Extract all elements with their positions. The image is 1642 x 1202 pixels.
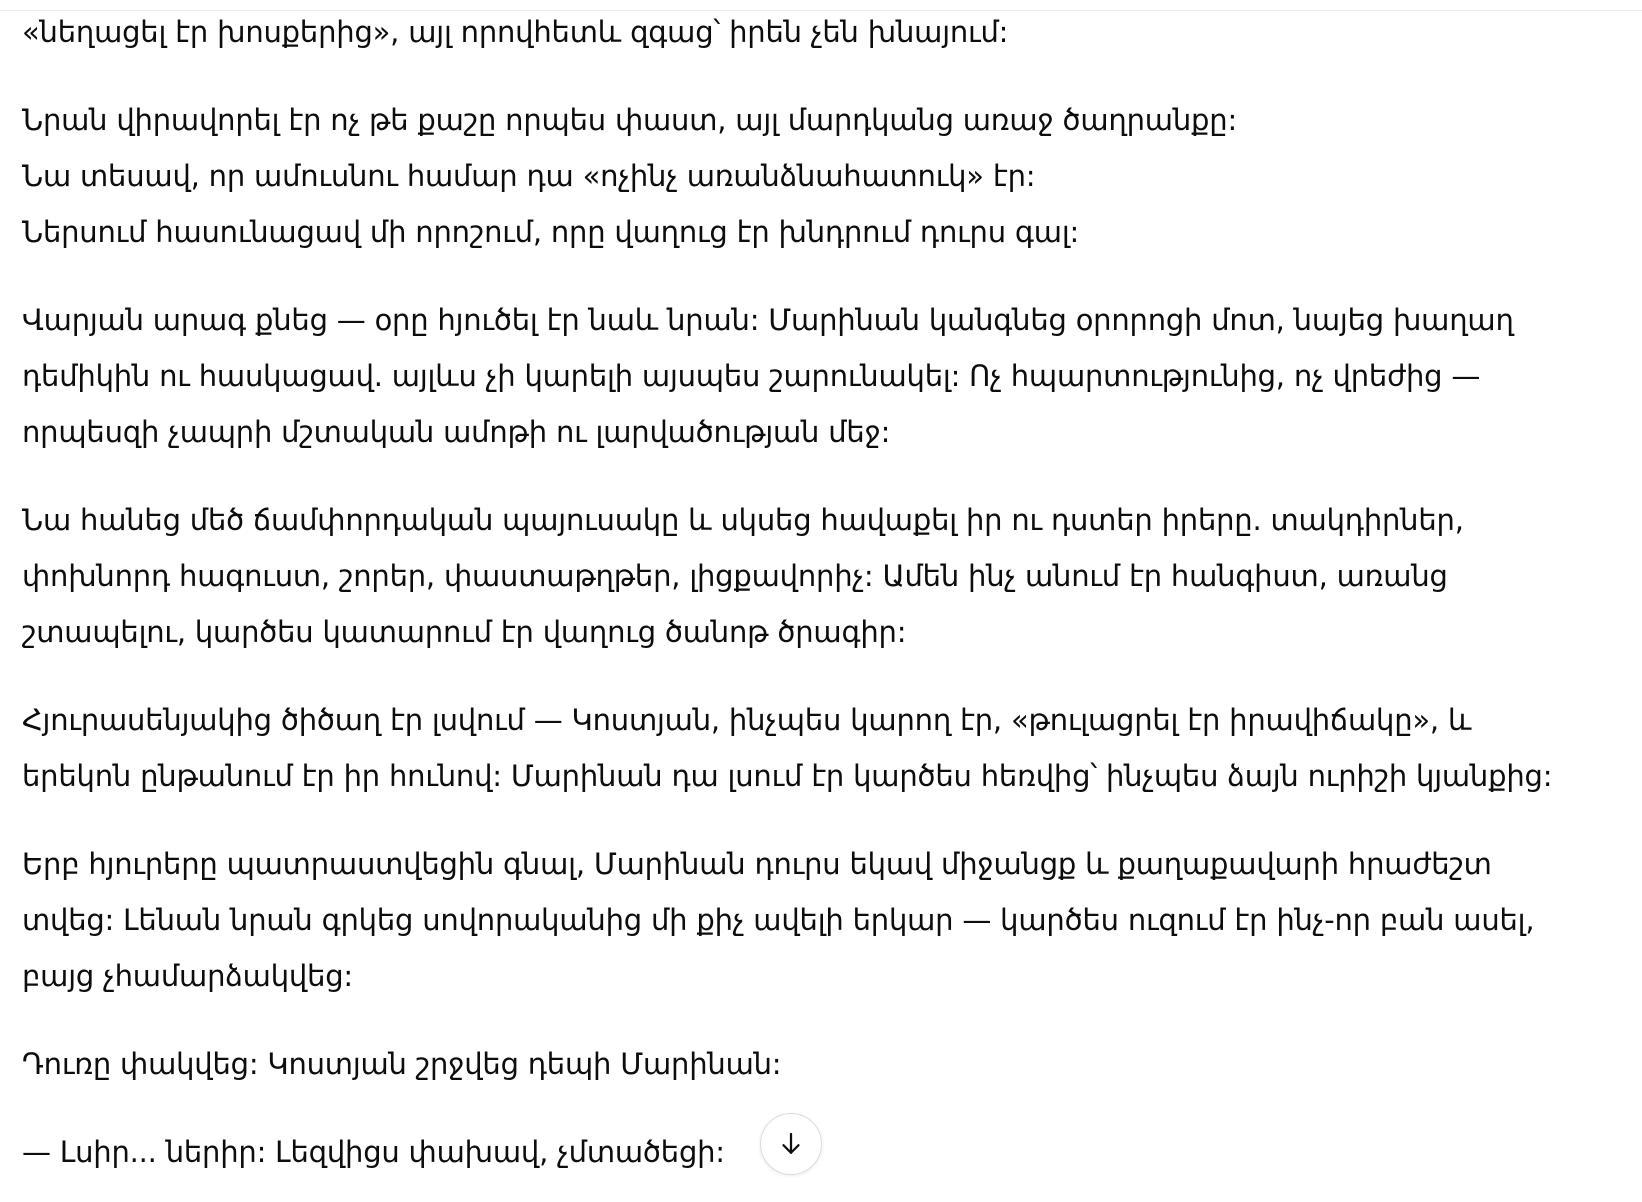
arrow-down-icon [776,1129,806,1159]
message-line: Հյուրասենյակից ծիծաղ էր լսվում — Կոստյան, ինչպես կարող էր, «թուլացրել էր իրավիճակը», և [22,703,1472,737]
message-line: «նեղացել էր խոսքերից», այլ որովհետև զգաց՝ իրեն չեն խնայում: [22,15,1009,49]
message-line: Նա տեսավ, որ ամուսնու համար դա «ոչինչ առանձնահատուկ» էր: [22,159,1036,193]
message-paragraph [22,1036,1622,1092]
message-line: երեկոն ընթանում էր իր հունով: Մարինան դա լսում էր կարծես հեռվից՝ ինչպես ձայն ուրիշի կյանքից: [22,759,1553,793]
message-line: Դուռը փակվեց: Կոստյան շրջվեց դեպի Մարինան: [22,1047,782,1081]
message-line: շտապելու, կարծես կատարում էր վաղուց ծանոթ ծրագիր: [22,615,907,649]
message-line: Երբ հյուրերը պատրաստվեցին գնալ, Մարինան դուրս եկավ միջանցք և քաղաքավարի հրաժեշտ [22,847,1492,881]
message-paragraph [22,692,1622,804]
message-line: — Լսիր... ներիր: Լեզվիցս փախավ, չմտածեցի: [22,1135,725,1169]
message-line: տվեց: Լենան նրան գրկեց սովորականից մի քիչ ավելի երկար — կարծես ուզում էր ինչ-որ բան ասել, [22,903,1535,937]
message-line: Ներսում հասունացավ մի որոշում, որը վաղուց էր խնդրում դուրս գալ: [22,215,1080,249]
message-line: դեմիկին ու հասկացավ. այլևս չի կարելի այսպես շարունակել: Ոչ հպարտությունից, ոչ վրեժից — [22,359,1481,393]
message-paragraph [22,4,1622,60]
message-paragraph [22,1124,1622,1180]
message-line: բայց չհամարձակվեց: [22,959,354,993]
message-line: Վարյան արագ քնեց — օրը հյուծել էր նաև նրան: Մարինան կանգնեց օրորոցի մոտ, նայեց խաղաղ [22,303,1514,337]
message-paragraph [22,92,1622,260]
message-line: փոխնորդ հագուստ, շորեր, փաստաթղթեր, լիցքավորիչ: Ամեն ինչ անում էր հանգիստ, առանց [22,559,1448,593]
message-line: Նա հանեց մեծ ճամփորդական պայուսակը և սկսեց հավաքել իր ու դստեր իրերը. տակդիրներ, [22,503,1464,537]
message-paragraph [22,492,1622,660]
message-paragraph [22,292,1622,460]
assistant-message [22,4,1622,1180]
message-line: որպեսզի չապրի մշտական ամոթի ու լարվածության մեջ: [22,415,891,449]
message-paragraph [22,836,1622,1004]
message-line: Նրան վիրավորել էր ոչ թե քաշը որպես փաստ, այլ մարդկանց առաջ ծաղրանքը: [22,103,1238,137]
scroll-to-bottom-button[interactable] [760,1113,822,1175]
